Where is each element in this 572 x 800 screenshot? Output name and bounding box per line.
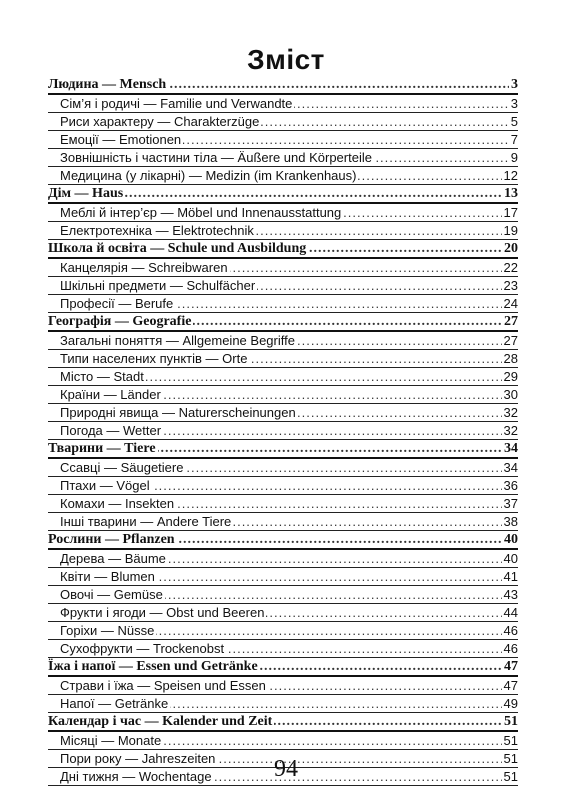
toc-entry-label: Географія — Geografie <box>48 314 192 329</box>
toc-entry-page: 28 <box>503 351 518 366</box>
toc-subentry <box>48 513 518 531</box>
toc-entry-page: 7 <box>510 132 518 147</box>
toc-subentry <box>48 204 518 222</box>
toc-entry-page: 34 <box>504 441 518 456</box>
toc-entry-page: 34 <box>503 460 518 475</box>
toc-section-entry <box>48 713 518 732</box>
toc-entry-label: Сухофрукти — Trockenobst <box>48 640 226 657</box>
toc-entry-page: 46 <box>503 623 518 638</box>
toc-section-entry <box>48 313 518 332</box>
toc-subentry <box>48 222 518 240</box>
page-title: Зміст <box>247 44 325 75</box>
toc-section-entry <box>48 76 518 95</box>
toc-section-entry <box>48 440 518 459</box>
toc-entry-label: Меблі й інтер’єр — Möbel und Innenausstattung <box>48 204 343 221</box>
toc-entry-label: Професії — Berufe <box>48 295 175 312</box>
toc-entry-page: 17 <box>503 205 518 220</box>
toc-entry-label: Риси характеру — Charakterzüge <box>48 113 261 130</box>
toc-subentry <box>48 586 518 604</box>
toc-entry-page: 9 <box>510 150 518 165</box>
toc-entry-label: Їжа і напої — Essen und Getränke <box>48 659 258 674</box>
toc-subentry <box>48 259 518 277</box>
toc-entry-page: 32 <box>503 405 518 420</box>
toc-subentry <box>48 622 518 640</box>
toc-entry-page: 51 <box>503 733 518 748</box>
toc-section-entry <box>48 531 518 550</box>
toc-entry-page: 38 <box>503 514 518 529</box>
toc-entry-label: Електротехніка — Elektrotechnik <box>48 222 256 239</box>
toc-entry-page: 5 <box>510 114 518 129</box>
toc-entry-page: 51 <box>503 769 518 784</box>
toc-entry-page: 51 <box>503 751 518 766</box>
toc-subentry <box>48 332 518 350</box>
toc-subentry <box>48 477 518 495</box>
toc-section-entry <box>48 658 518 677</box>
toc-entry-label: Птахи — Vögel <box>48 477 152 494</box>
toc-entry-label: Комахи — Insekten <box>48 495 176 512</box>
toc-entry-label: Тварини — Tiere <box>48 441 156 456</box>
toc-entry-label: Школа й освіта — Schule und Ausbildung <box>48 241 307 256</box>
toc-entry-label: Пори року — Jahreszeiten <box>48 750 217 767</box>
toc-subentry <box>48 167 518 185</box>
toc-subentry <box>48 750 518 768</box>
toc-entry-page: 41 <box>503 569 518 584</box>
toc-subentry <box>48 368 518 386</box>
toc-entry-page: 22 <box>503 260 518 275</box>
toc-entry-label: Страви і їжа — Speisen und Essen <box>48 677 268 694</box>
toc-subentry <box>48 149 518 167</box>
toc-subentry <box>48 677 518 695</box>
page-number: 94 <box>274 756 298 782</box>
toc-entry-page: 27 <box>504 314 518 329</box>
toc-entry-page: 36 <box>503 478 518 493</box>
toc-entry-label: Дерева — Bäume <box>48 550 168 567</box>
toc-entry-page: 20 <box>504 241 518 256</box>
toc-entry-label: Місяці — Monate <box>48 732 163 749</box>
toc-entry-label: Дні тижня — Wochentage <box>48 768 214 785</box>
toc-entry-label: Інші тварини — Andere Tiere <box>48 513 233 530</box>
toc-entry-label: Країни — Länder <box>48 386 163 403</box>
toc-subentry <box>48 568 518 586</box>
toc-entry-page: 40 <box>504 532 518 547</box>
toc-subentry <box>48 695 518 713</box>
toc-section-entry <box>48 185 518 204</box>
table-of-contents <box>48 76 518 786</box>
toc-entry-label: Типи населених пунктів — Orte <box>48 350 249 367</box>
toc-entry-label: Горіхи — Nüsse <box>48 622 156 639</box>
toc-subentry <box>48 732 518 750</box>
toc-subentry <box>48 604 518 622</box>
toc-entry-label: Сім’я і родичі — Familie und Verwandte <box>48 95 294 112</box>
toc-subentry <box>48 277 518 295</box>
toc-entry-label: Квіти — Blumen <box>48 568 157 585</box>
toc-entry-page: 23 <box>503 278 518 293</box>
toc-entry-page: 12 <box>503 168 518 183</box>
toc-entry-label: Шкільні предмети — Schulfächer <box>48 277 257 294</box>
toc-entry-page: 19 <box>503 223 518 238</box>
toc-entry-label: Напої — Getränke <box>48 695 170 712</box>
toc-entry-label: Погода — Wetter <box>48 422 163 439</box>
toc-entry-page: 24 <box>503 296 518 311</box>
toc-entry-page: 40 <box>503 551 518 566</box>
toc-subentry <box>48 550 518 568</box>
toc-entry-label: Емоції — Emotionen <box>48 131 183 148</box>
toc-subentry <box>48 131 518 149</box>
toc-entry-page: 3 <box>511 77 518 92</box>
toc-entry-page: 44 <box>503 605 518 620</box>
toc-subentry <box>48 350 518 368</box>
toc-entry-label: Загальні поняття — Allgemeine Begriffe <box>48 332 297 349</box>
toc-entry-page: 32 <box>503 423 518 438</box>
toc-entry-page: 51 <box>504 714 518 729</box>
toc-entry-page: 43 <box>503 587 518 602</box>
toc-entry-page: 46 <box>503 641 518 656</box>
toc-entry-page: 3 <box>510 96 518 111</box>
toc-entry-page: 47 <box>504 659 518 674</box>
toc-entry-label: Календар і час — Kalender und Zeit <box>48 714 273 729</box>
toc-entry-label: Канцелярія — Schreibwaren <box>48 259 230 276</box>
toc-entry-page: 49 <box>503 696 518 711</box>
toc-entry-label: Природні явища — Naturerscheinungen <box>48 404 298 421</box>
toc-entry-page: 37 <box>503 496 518 511</box>
toc-entry-label: Овочі — Gemüse <box>48 586 165 603</box>
toc-subentry <box>48 495 518 513</box>
toc-subentry <box>48 95 518 113</box>
toc-subentry <box>48 295 518 313</box>
toc-subentry <box>48 422 518 440</box>
toc-entry-page: 29 <box>503 369 518 384</box>
toc-entry-page: 47 <box>503 678 518 693</box>
toc-entry-label: Зовнішність і частини тіла — Äußere und Körperteile <box>48 149 374 166</box>
toc-subentry <box>48 113 518 131</box>
toc-entry-label: Рослини — Pflanzen <box>48 532 175 547</box>
toc-entry-page: 13 <box>504 186 518 201</box>
toc-subentry <box>48 404 518 422</box>
toc-subentry <box>48 386 518 404</box>
toc-subentry <box>48 768 518 786</box>
toc-entry-page: 30 <box>503 387 518 402</box>
toc-entry-label: Дім — Haus <box>48 186 124 201</box>
toc-subentry <box>48 459 518 477</box>
toc-entry-label: Медицина (у лікарні) — Medizin (im Krankenhaus) <box>48 167 358 184</box>
toc-entry-label: Людина — Mensch <box>48 77 167 92</box>
toc-subentry <box>48 640 518 658</box>
toc-entry-page: 27 <box>503 333 518 348</box>
toc-entry-label: Місто — Stadt <box>48 368 146 385</box>
toc-entry-label: Фрукти і ягоди — Obst und Beeren <box>48 604 266 621</box>
toc-section-entry <box>48 240 518 259</box>
toc-entry-label: Ссавці — Säugetiere <box>48 459 185 476</box>
